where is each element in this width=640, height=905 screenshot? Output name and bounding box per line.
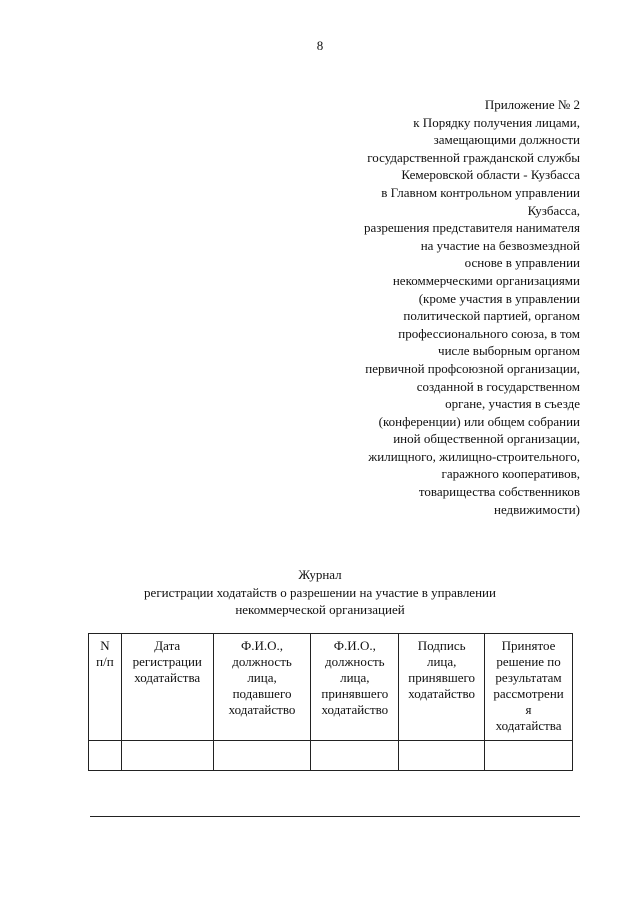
appendix-line: жилищного, жилищно-строительного, bbox=[368, 448, 580, 464]
table-cell bbox=[399, 741, 485, 771]
column-header bbox=[399, 634, 485, 741]
column-header-line: результатам bbox=[495, 670, 562, 685]
appendix-line: товарищества собственников bbox=[418, 484, 580, 500]
column-header-line: Дата bbox=[154, 638, 181, 653]
appendix-line: (конференции) или общем собрании bbox=[378, 413, 580, 429]
table-cell bbox=[121, 741, 213, 771]
appendix-line: созданной в государственном bbox=[416, 378, 580, 394]
appendix-line: Приложение № 2 bbox=[484, 97, 580, 112]
appendix-line: Кузбасса, bbox=[527, 202, 580, 218]
column-header-line: Ф.И.О., bbox=[241, 638, 284, 653]
appendix-line: государственной гражданской службы bbox=[367, 149, 580, 165]
appendix-line: Кемеровской области - Кузбасса bbox=[401, 167, 580, 183]
column-header-line: Подпись bbox=[417, 638, 466, 653]
appendix-line: на участие на безвозмездной bbox=[420, 237, 580, 253]
appendix-line: первичной профсоюзной организации, bbox=[365, 360, 580, 376]
table-row bbox=[89, 741, 573, 771]
journal-table bbox=[88, 633, 573, 771]
table-cell bbox=[213, 741, 311, 771]
column-header-line: лица, bbox=[426, 654, 457, 669]
column-header bbox=[485, 634, 573, 741]
appendix-line: гаражного кооперативов, bbox=[441, 466, 580, 482]
column-header-line: ходатайство bbox=[321, 702, 389, 717]
column-header-line: Принятое bbox=[501, 638, 556, 653]
appendix-line: к Порядку получения лицами, bbox=[413, 114, 580, 130]
journal-title bbox=[0, 566, 640, 619]
appendix-heading bbox=[280, 96, 580, 518]
journal-title-line: регистрации ходатайств о разрешении на участие в управлении bbox=[144, 584, 496, 600]
column-header-line: ходатайства bbox=[134, 670, 201, 685]
appendix-line: (кроме участия в управлении bbox=[418, 290, 580, 306]
column-header-line: Ф.И.О., bbox=[333, 638, 376, 653]
column-header bbox=[213, 634, 311, 741]
column-header-line: принявшего bbox=[408, 670, 476, 685]
column-header-line: ходатайство bbox=[228, 702, 296, 717]
column-header bbox=[311, 634, 399, 741]
column-header-line: лица, bbox=[340, 670, 370, 685]
column-header bbox=[89, 634, 122, 741]
appendix-line: иной общественной организации, bbox=[393, 431, 580, 447]
column-header-line: регистрации bbox=[132, 654, 202, 669]
journal-title-line: некоммерческой организацией bbox=[235, 602, 405, 617]
column-header-line: должность bbox=[232, 654, 292, 669]
appendix-line: разрешения представителя нанимателя bbox=[363, 220, 580, 236]
table-cell bbox=[89, 741, 122, 771]
appendix-line: политической партией, органом bbox=[403, 308, 580, 324]
table-cell bbox=[311, 741, 399, 771]
page-number: 8 bbox=[316, 38, 324, 53]
table-cell bbox=[485, 741, 573, 771]
column-header-line: п/п bbox=[96, 654, 114, 669]
column-header-line: решение по bbox=[496, 654, 561, 669]
column-header-line: я bbox=[525, 702, 532, 717]
footer-divider bbox=[90, 816, 580, 817]
column-header-line: должность bbox=[325, 654, 385, 669]
column-header-line: лица, bbox=[247, 670, 277, 685]
appendix-line: профессионального союза, в том bbox=[398, 325, 580, 341]
appendix-line: в Главном контрольном управлении bbox=[381, 184, 580, 200]
appendix-line: недвижимости) bbox=[494, 501, 580, 517]
appendix-line: основе в управлении bbox=[464, 255, 580, 271]
appendix-line: числе выборным органом bbox=[438, 343, 580, 359]
appendix-line: некоммерческими организациями bbox=[392, 272, 580, 288]
journal-title-line: Журнал bbox=[298, 567, 342, 582]
column-header-line: подавшего bbox=[232, 686, 292, 701]
column-header-line: принявшего bbox=[321, 686, 389, 701]
column-header-line: ходатайства bbox=[495, 718, 562, 733]
table-header-row bbox=[89, 634, 573, 741]
column-header-line: ходатайство bbox=[408, 686, 476, 701]
appendix-line: замещающими должности bbox=[433, 132, 580, 148]
column-header-line: рассмотрени bbox=[493, 686, 564, 701]
appendix-line: органе, участия в съезде bbox=[445, 396, 580, 412]
column-header-line: N bbox=[100, 638, 110, 653]
column-header bbox=[121, 634, 213, 741]
